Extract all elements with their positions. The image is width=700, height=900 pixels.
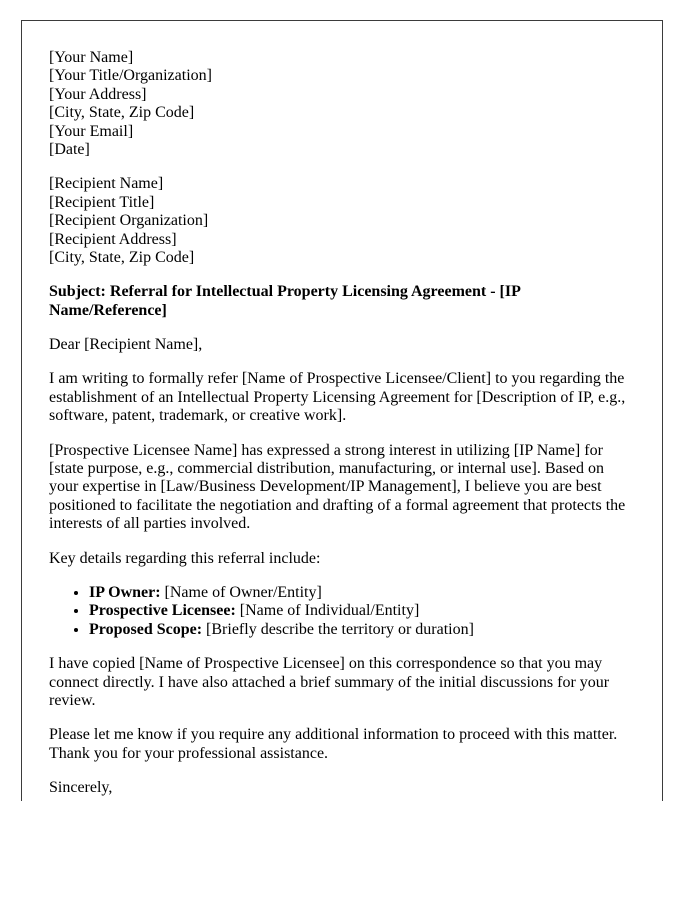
- letter-date: [Date]: [49, 140, 90, 158]
- sender-address-block: [49, 49, 627, 159]
- proposed-scope-value: [Briefly describe the territory or duration]: [202, 620, 474, 638]
- paragraph-cc-note: I have copied [Name of Prospective Licensee] on this correspondence so that you may connect directly. I have also attached a brief summary of the initial discussions for your review.: [49, 655, 610, 709]
- key-details-heading: Key details regarding this referral include:: [49, 549, 321, 567]
- paragraph-interest-expertise: [Prospective Licensee Name] has expressed a strong interest in utilizing [IP Name] for [state purpose, e.g., commercial distribution, manufacturing, or internal use]. Based on your expertise in [Law/Business Development/IP Management], I believe you are best positioned to facilitate the negotiation and drafting of a formal agreement that protects the interests of all parties involved.: [49, 441, 626, 533]
- sign-off: Sincerely,: [49, 779, 113, 797]
- proposed-scope-label: Proposed Scope:: [89, 620, 203, 638]
- sender-name: [Your Name]: [49, 49, 134, 66]
- recipient-address-block: [49, 175, 627, 267]
- recipient-organization: [Recipient Organization]: [49, 212, 209, 230]
- recipient-name: [Recipient Name]: [49, 175, 164, 193]
- ip-owner-label: IP Owner:: [89, 583, 161, 601]
- ip-owner-value: [Name of Owner/Entity]: [160, 583, 322, 601]
- prospective-licensee-label: Prospective Licensee:: [89, 602, 236, 620]
- paragraph-referral-intro: I am writing to formally refer [Name of Prospective Licensee/Client] to you regarding the establishment of an Intellectual Property Licensing Agreement for [Description of IP, e.g., software, patent, trademark, or creative work].: [49, 370, 626, 425]
- subject-line: Subject: Referral for Intellectual Property Licensing Agreement - [IP Name/Reference]: [49, 283, 520, 319]
- sender-title-organization: [Your Title/Organization]: [49, 67, 212, 85]
- letter-page: [21, 20, 663, 801]
- key-details-list: [49, 584, 627, 639]
- list-item-prospective-licensee: [89, 602, 627, 620]
- recipient-address: [Recipient Address]: [49, 230, 177, 248]
- salutation: Dear [Recipient Name],: [49, 336, 203, 354]
- list-item-proposed-scope: [89, 621, 627, 639]
- recipient-title: [Recipient Title]: [49, 193, 155, 211]
- prospective-licensee-value: [Name of Individual/Entity]: [235, 602, 420, 620]
- sender-city-state-zip: [City, State, Zip Code]: [49, 104, 195, 122]
- sender-address: [Your Address]: [49, 85, 147, 103]
- sender-email: [Your Email]: [49, 122, 134, 140]
- list-item-ip-owner: [89, 584, 627, 602]
- recipient-city-state-zip: [City, State, Zip Code]: [49, 248, 195, 266]
- paragraph-closing-note: Please let me know if you require any additional information to proceed with this matter. Thank you for your professional assistance.: [49, 726, 618, 762]
